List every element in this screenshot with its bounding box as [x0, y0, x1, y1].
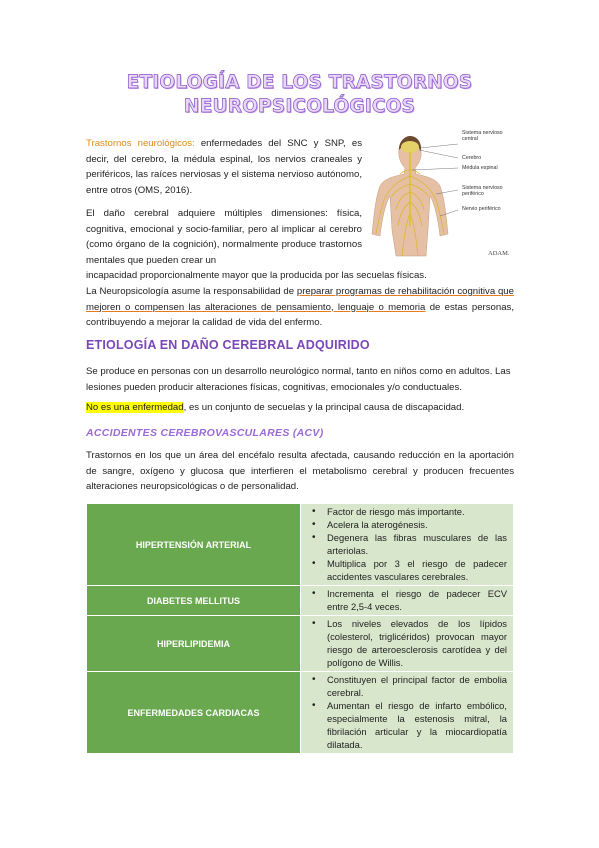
acv-paragraph: Trastornos en los que un área del encéfalo resulta afectada, causando reducción en la aportación de sangre, oxígeno y glucosa que interfieren el metabolismo cerebral y producen frecuentes alteraciones neuropsicológicas o de personalidad. [86, 450, 514, 493]
risk-factor-cell: ENFERMEDADES CARDIACAS [87, 672, 301, 754]
table-row [87, 504, 514, 586]
list-item: • Incrementa el riesgo de padecer ECV entre 2,5-4 veces. [327, 587, 507, 613]
risk-factor-cell: HIPERLIPIDEMIA [87, 616, 301, 672]
damage-text-a: El daño cerebral adquiere múltiples dimensiones: física, cognitiva, emocional y socio-familiar, pero al implicar al cerebro (como órgano de la cognición), normalmente produce trastornos mentales que pueden crear un [86, 208, 362, 266]
risk-description-cell [301, 504, 514, 586]
neuropsychology-paragraph [86, 284, 514, 331]
list-item: • Acelera la aterogénesis. [327, 518, 507, 531]
brain-shape [401, 141, 419, 153]
bullet-list [305, 587, 507, 613]
section-heading-dca: ETIOLOGÍA EN DAÑO CEREBRAL ADQUIRIDO [86, 338, 370, 352]
list-item: • Degenera las fibras musculares de las arteriolas. [327, 531, 507, 557]
section-heading-acv: ACCIDENTES CEREBROVASCULARES (ACV) [86, 427, 324, 439]
page-title-line-1: ETIOLOGÍA DE LOS TRASTORNOS [126, 72, 473, 93]
label-nervio: Nervio periférico [462, 206, 501, 212]
label-central: Sistema nervioso central [462, 130, 503, 142]
dca-highlight: No es una enfermedad [86, 402, 184, 413]
dca-paragraph: Se produce en personas con un desarrollo neurológico normal, tanto en niños como en adultos. Las lesiones pueden producir alteraciones físicas, cognitivas, emocionales y/o conductuales. [86, 366, 511, 393]
dca-note [86, 400, 514, 416]
bullet-list [305, 673, 507, 751]
neuro-pre: La Neuropsicología asume la responsabilidad de [86, 286, 297, 297]
list-item: • Aumentan el riesgo de infarto embólico, especialmente la estenosis mitral, la fibrilación articular y la miocardiopatía dilatada. [327, 699, 507, 751]
risk-factor-cell: HIPERTENSIÓN ARTERIAL [87, 504, 301, 586]
risk-description-cell [301, 672, 514, 754]
table-row [87, 586, 514, 616]
damage-text-b: incapacidad proporcionalmente mayor que la producida por las secuelas físicas. [86, 270, 427, 282]
list-item: • Multiplica por 3 el riesgo de padecer accidentes vasculares cerebrales. [327, 557, 507, 583]
risk-description-cell [301, 586, 514, 616]
risk-description-cell [301, 616, 514, 672]
label-cerebro: Cerebro [462, 155, 482, 161]
intro-term: Trastornos neurológicos: [86, 138, 195, 149]
list-item: • Constituyen el principal factor de embolia cerebral. [327, 673, 507, 699]
figure-credit: ADAM. [488, 250, 510, 257]
intro-paragraph [86, 136, 362, 198]
damage-paragraph [86, 206, 427, 284]
list-item: • Factor de riesgo más importante. [327, 505, 507, 518]
intro-text: enfermedades del SNC y SNP, es decir, del cerebro, la médula espinal, los nervios craneales y periféricos, las raíces nerviosas y el sistema nervioso autónomo, entre otros (OMS, 2016). [86, 138, 362, 196]
list-item: • Los niveles elevados de los lípidos (colesterol, triglicéridos) provocan mayor riesgo de arteroesclerosis carotídea y del polígono de Willis. [327, 617, 507, 669]
label-medula: Médula espinal [462, 165, 498, 171]
dca-note-rest: , es un conjunto de secuelas y la principal causa de discapacidad. [183, 402, 465, 413]
bullet-list [305, 505, 507, 583]
bullet-list [305, 617, 507, 669]
risk-factors-table [86, 503, 514, 754]
table-row [87, 616, 514, 672]
label-periferico: Sistema nervioso periférico [462, 185, 503, 197]
neuro-underlined: preparar programas de rehabilitación cognitiva que mejoren o compensen las alteraciones de pensamiento, lenguaje o memoria [86, 286, 514, 313]
neuro-post: de estas personas, contribuyendo a mejorar la calidad de vida del enfermo. [86, 301, 515, 329]
table-row [87, 672, 514, 754]
risk-factor-cell: DIABETES MELLITUS [87, 586, 301, 616]
nervous-system-figure [366, 130, 516, 260]
page-title-line-2: NEUROPSICOLÓGICOS [183, 96, 416, 117]
